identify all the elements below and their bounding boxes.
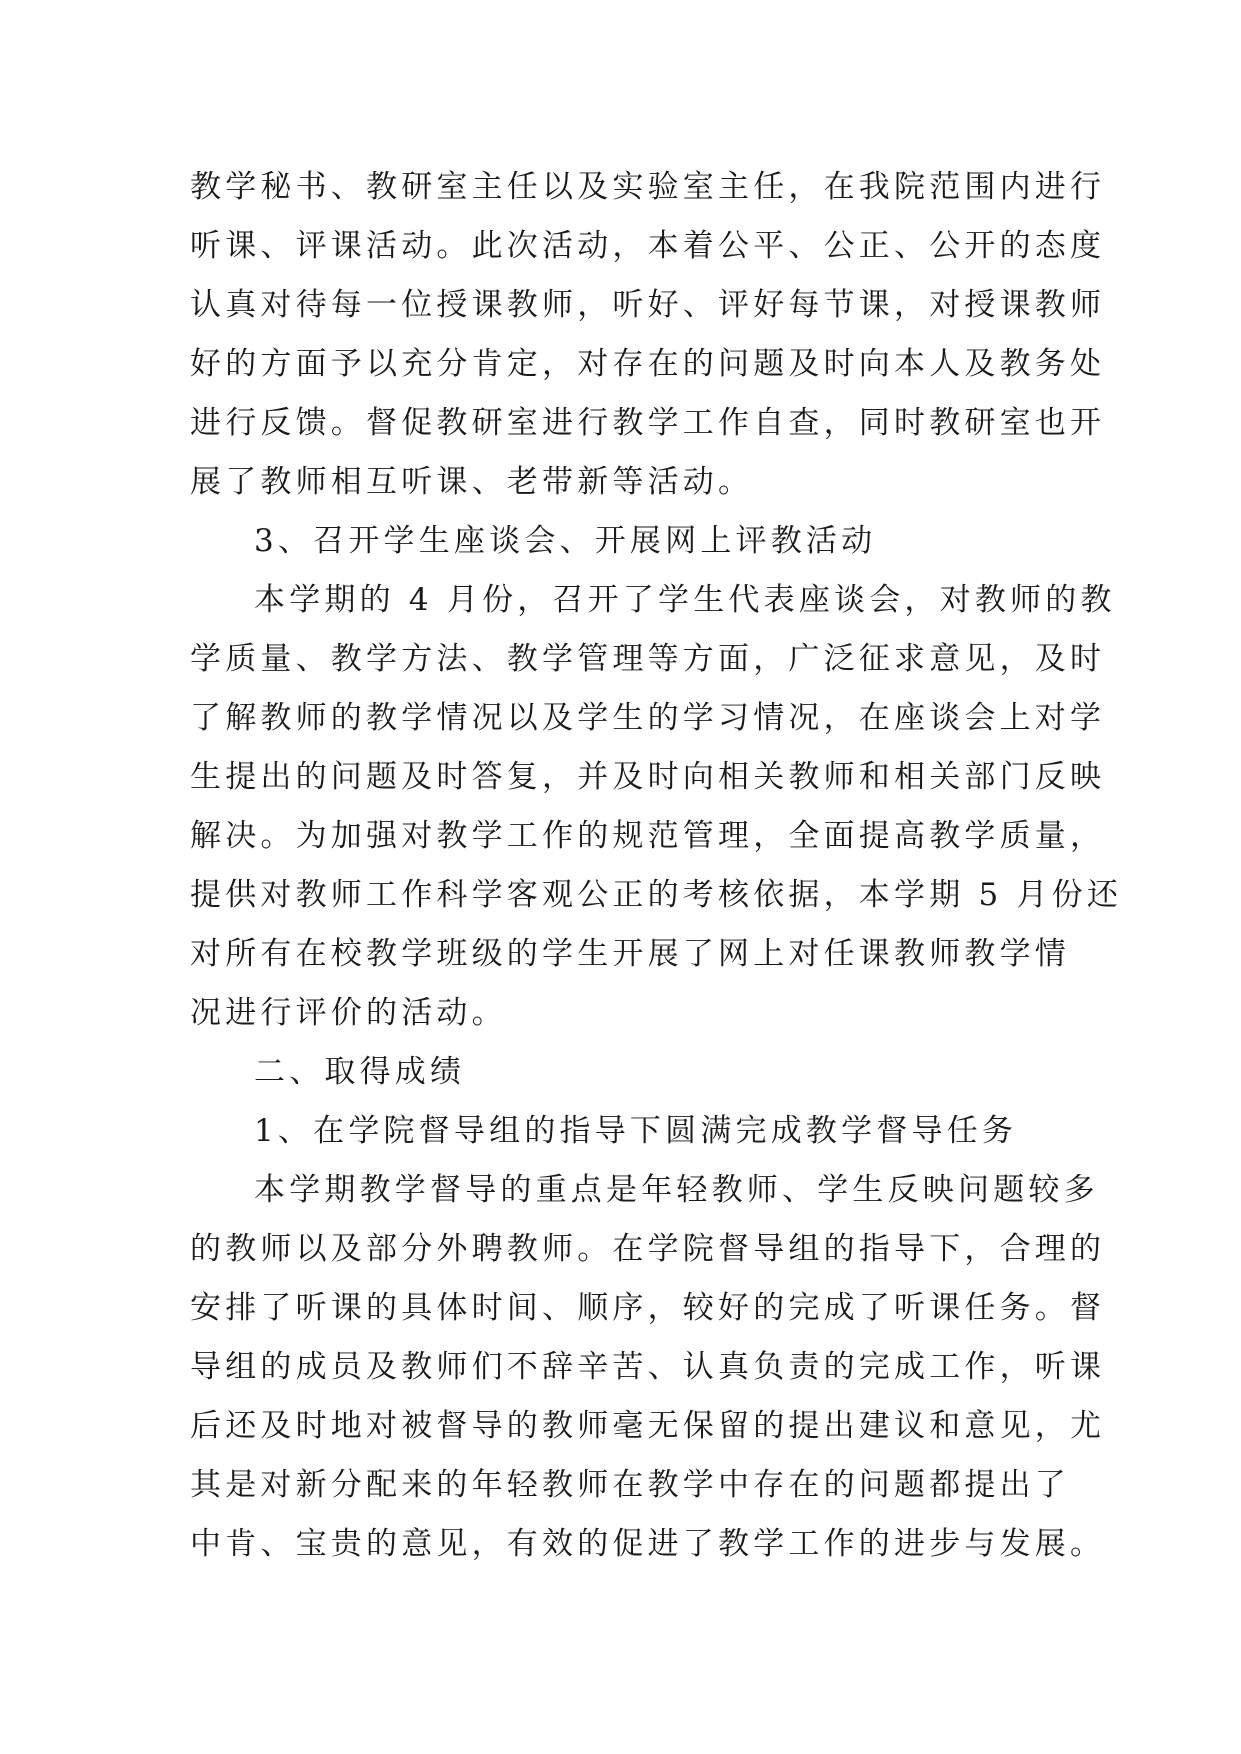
text-line: 了解教师的教学情况以及学生的学习情况，在座谈会上对学 <box>190 700 1106 736</box>
text-line: 况进行评价的活动。 <box>190 995 507 1031</box>
text-line: 导组的成员及教师们不辞辛苦、认真负责的完成工作，听课 <box>190 1349 1106 1385</box>
text-line: 本学期的 4 月份，召开了学生代表座谈会，对教师的教 <box>254 582 1116 618</box>
document-body <box>190 158 1123 1574</box>
text-line: 本学期教学督导的重点是年轻教师、学生反映问题较多 <box>254 1172 1099 1208</box>
text-line: 展了教师相互听课、老带新等活动。 <box>190 464 754 500</box>
section-heading: 二、取得成绩 <box>254 1054 466 1090</box>
text-line: 安排了听课的具体时间、顺序，较好的完成了听课任务。督 <box>190 1290 1106 1326</box>
text-line: 教学秘书、教研室主任以及实验室主任，在我院范围内进行 <box>190 169 1106 205</box>
text-line: 认真对待每一位授课教师，听好、评好每节课，对授课教师 <box>190 287 1106 323</box>
text-line: 生提出的问题及时答复，并及时向相关教师和相关部门反映 <box>190 759 1106 795</box>
section-heading: 3、召开学生座谈会、开展网上评教活动 <box>254 523 877 559</box>
text-line: 解决。为加强对教学工作的规范管理，全面提高教学质量， <box>190 818 1106 854</box>
text-line: 中肯、宝贵的意见，有效的促进了教学工作的进步与发展。 <box>190 1526 1106 1562</box>
text-line: 对所有在校教学班级的学生开展了网上对任课教师教学情 <box>190 936 1070 972</box>
text-line: 的教师以及部分外聘教师。在学院督导组的指导下，合理的 <box>190 1231 1106 1267</box>
text-line: 后还及时地对被督导的教师毫无保留的提出建议和意见，尤 <box>190 1408 1106 1444</box>
text-line: 学质量、教学方法、教学管理等方面，广泛征求意见，及时 <box>190 641 1106 677</box>
text-line: 提供对教师工作科学客观公正的考核依据，本学期 5 月份还 <box>190 877 1123 913</box>
section-heading: 1、在学院督导组的指导下圆满完成教学督导任务 <box>254 1113 1018 1149</box>
text-line: 进行反馈。督促教研室进行教学工作自查，同时教研室也开 <box>190 405 1106 441</box>
text-line: 好的方面予以充分肯定，对存在的问题及时向本人及教务处 <box>190 346 1106 382</box>
text-line: 其是对新分配来的年轻教师在教学中存在的问题都提出了 <box>190 1467 1070 1503</box>
text-line: 听课、评课活动。此次活动，本着公平、公正、公开的态度 <box>190 228 1106 264</box>
